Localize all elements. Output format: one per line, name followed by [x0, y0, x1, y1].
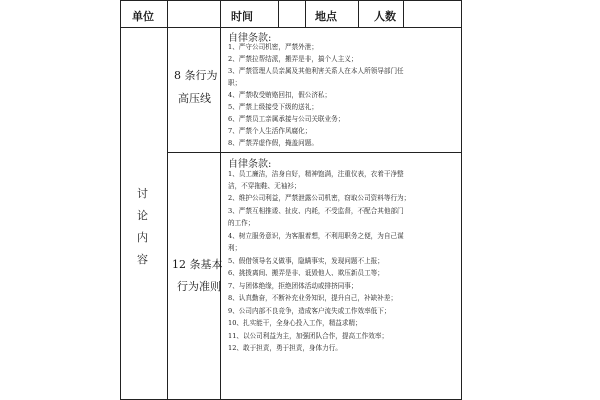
rule-line: 9、公司内部不良竞争，造成客户流失或工作效率低下； [228, 307, 391, 315]
rule-line: 8、认真勤奋，不断补充业务知识，提升自己，补缺补差； [228, 294, 398, 302]
rule-line: 11、以公司利益为主，加强团队合作，提高工作效率； [228, 332, 389, 340]
section2-title: 自律条款: [228, 159, 272, 170]
header-divider-place-value [358, 0, 359, 27]
place-label: 地点 [315, 10, 337, 23]
rule-line: 职； [228, 79, 242, 87]
column-divider-1 [167, 0, 168, 400]
rule-line: 5、假借领导名义做事，隐瞒事实，发现问题不上报； [228, 257, 384, 265]
section2-label-line2: 行为准则 [177, 280, 221, 293]
rule-line: 6、挑拨离间、搬弄是非、诋毁他人、欺压新员工等； [228, 269, 384, 277]
section1-rules [228, 44, 460, 148]
section2-label-line1: 12 条基本 [172, 258, 223, 271]
header-divider-people [403, 0, 404, 27]
people-label: 人数 [374, 10, 396, 23]
table-border-top [120, 0, 462, 1]
rule-line: 4、树立服务意识，为客服着想，不利用职务之便，为自己谋 [228, 232, 404, 240]
rule-line: 洁，不穿拖鞋、无袖衫； [228, 182, 301, 190]
rule-line: 2、维护公司利益，严禁泄露公司机密，窃取公司资料等行为； [228, 194, 411, 202]
table-border-right [461, 0, 462, 400]
side-label-char: 容 [137, 253, 148, 266]
header-divider-blank [278, 0, 279, 27]
rule-line: 8、严禁弄虚作假，掩盖问题。 [228, 139, 318, 147]
rule-line: 12、敢于担责，勇于担责，身体力行。 [228, 344, 342, 352]
side-label-char: 论 [137, 209, 148, 222]
rule-line: 利； [228, 244, 242, 252]
rule-line: 1、员工廉洁，洁身自好，精神饱满，注重仪表，衣着干净整 [228, 170, 404, 178]
rule-line: 1、严守公司机密，严禁外泄； [228, 43, 318, 51]
header-divider-time [220, 0, 221, 27]
section1-label-line2: 高压线 [178, 92, 211, 105]
table-border-left [120, 0, 121, 400]
rule-line: 4、严禁收受贿赂回扣，假公济私； [228, 91, 332, 99]
rule-line: 的工作； [228, 219, 255, 227]
rule-line: 10、扎实能干，全身心投入工作，精益求精； [228, 319, 362, 327]
section1-label-line1: 8 条行为 [174, 69, 218, 82]
rule-line: 3、严禁管理人员亲属及其他利害关系人在本人所领导部门任 [228, 67, 404, 75]
header-divider-place [305, 0, 306, 27]
rule-line: 6、严禁员工亲属承接与公司关联业务； [228, 115, 345, 123]
section1-title: 自律条款: [228, 33, 272, 44]
section-divider [167, 152, 462, 153]
rule-line: 2、严禁拉帮结派，搬弄是非，搞个人主义； [228, 55, 358, 63]
side-label-char: 内 [137, 231, 148, 244]
rule-line: 7、严禁个人生活作风腐化； [228, 127, 312, 135]
discussion-record-table [120, 0, 462, 400]
time-label: 时间 [231, 10, 253, 23]
rule-line: 7、与团体绝缘，拒绝团体活动或排挤同事； [228, 282, 358, 290]
column-divider-2 [220, 27, 221, 400]
side-label-char: 讨 [137, 187, 148, 200]
unit-label: 单位 [132, 10, 154, 23]
section2-rules [228, 171, 460, 397]
rule-line: 3、严禁互相推诿、扯皮、内耗，不受监督，不配合其他部门 [228, 207, 404, 215]
rule-line: 5、严禁上级接受下级的送礼； [228, 103, 318, 111]
header-row-divider [120, 27, 462, 28]
